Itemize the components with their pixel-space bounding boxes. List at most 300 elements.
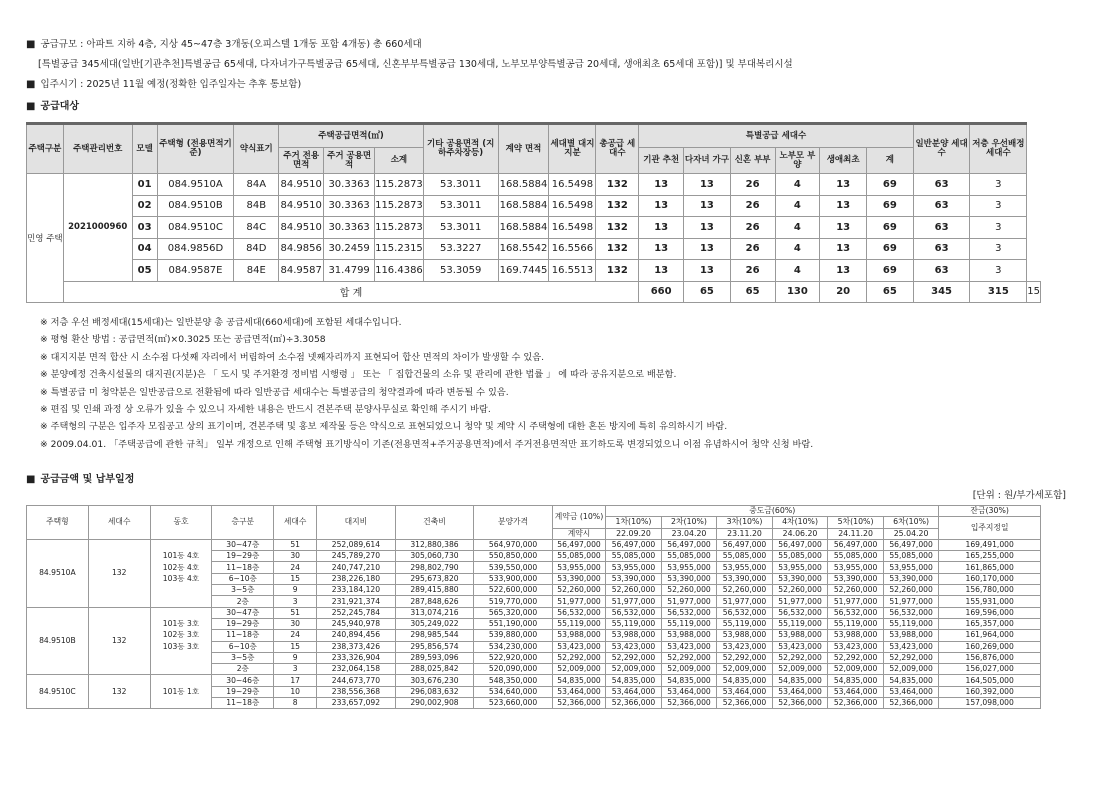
price-cell-m1: 53,988,000 <box>606 630 662 641</box>
price-cell-m1: 52,260,000 <box>606 585 662 596</box>
move-in-line: ■ 입주시기 : 2025년 11월 예정(정확한 입주일자는 추후 통보함) <box>26 76 301 90</box>
price-cell-price: 551,190,000 <box>474 618 553 629</box>
price-cell-deposit: 52,260,000 <box>552 585 605 596</box>
price-cell-land: 232,064,158 <box>317 664 396 675</box>
price-cell-m2: 52,292,000 <box>661 652 717 663</box>
price-cell-m1: 53,390,000 <box>606 573 662 584</box>
price-cell-balance: 160,269,000 <box>939 641 1041 652</box>
supply-cell-eld: 4 <box>775 195 820 217</box>
price-cell-building: 298,985,544 <box>395 630 474 641</box>
supply-cell-type: 084.9510C <box>157 217 234 239</box>
th2-m2: 2차(10%) <box>661 517 717 528</box>
price-cell-m2: 53,955,000 <box>661 562 717 573</box>
price-cell-price: 548,350,000 <box>474 675 553 686</box>
price-cell-m6: 53,988,000 <box>883 630 939 641</box>
supply-cell-oth: 53.3011 <box>423 195 498 217</box>
price-cell-m1: 51,977,000 <box>606 596 662 607</box>
price-cell-price: 539,880,000 <box>474 630 553 641</box>
price-cell-m3: 52,366,000 <box>717 698 773 709</box>
note-item: ※ 2009.04.01. 「주택공급에 관한 규칙」 일부 개정으로 인해 주택형 표기방식이 기존(전용면적+주거공용면적)에서 주거전용면적만 표기하도록 변경되었으니 이점 유념하시어 청약 신청 바람. <box>40 436 813 453</box>
price-cell-m5: 56,497,000 <box>828 539 884 550</box>
price-cell-floor: 3~5층 <box>212 652 274 663</box>
price-cell-floor: 30~47층 <box>212 539 274 550</box>
dong-blank <box>150 607 212 618</box>
supply-cell-con: 168.5542 <box>498 238 549 260</box>
price-cell-m1: 55,119,000 <box>606 618 662 629</box>
price-cell-balance: 160,392,000 <box>939 686 1041 697</box>
th2-type: 주택형 <box>27 506 89 540</box>
supply-cell-shr: 30.2459 <box>324 238 375 260</box>
th2-fcount: 세대수 <box>274 506 317 540</box>
price-cell-m3: 52,292,000 <box>717 652 773 663</box>
price-cell-building: 295,673,820 <box>395 573 474 584</box>
price-cell-m5: 56,532,000 <box>828 607 884 618</box>
price-cell-land: 233,326,904 <box>317 652 396 663</box>
supply-cell-land: 16.5513 <box>549 260 596 282</box>
supply-cell-type: 084.9510B <box>157 195 234 217</box>
price-cell-land: 231,921,374 <box>317 596 396 607</box>
note-item: ※ 평형 환산 방법 : 공급면적(㎡)×0.3025 또는 공급면적(㎡)÷3.3058 <box>40 331 813 348</box>
mgmt-number-cell: 2021000960 <box>63 174 132 282</box>
price-cell-m3: 53,955,000 <box>717 562 773 573</box>
price-cell-m3: 54,835,000 <box>717 675 773 686</box>
total-cell-low: 15 <box>1027 281 1041 303</box>
price-cell-m5: 51,977,000 <box>828 596 884 607</box>
price-cell-floor: 19~29층 <box>212 618 274 629</box>
supply-total-row <box>27 281 1041 303</box>
th-elderly: 노부모 부양 <box>775 148 820 174</box>
th-multi-child: 다자녀 가구 <box>684 148 731 174</box>
supply-cell-con: 168.5884 <box>498 174 549 196</box>
th2-d1: 22.09.20 <box>606 528 662 539</box>
price-cell-m5: 52,292,000 <box>828 652 884 663</box>
price-cell-m6: 51,977,000 <box>883 596 939 607</box>
price-cell-m4: 56,497,000 <box>772 539 828 550</box>
supply-cell-inst: 13 <box>639 238 684 260</box>
price-cell-fcount: 24 <box>274 630 317 641</box>
supply-cell-low: 3 <box>970 238 1027 260</box>
price-cell-floor: 30~47층 <box>212 607 274 618</box>
total-cell-eld: 20 <box>820 281 867 303</box>
price-cell-land: 252,245,784 <box>317 607 396 618</box>
supply-cell-model: 04 <box>132 238 157 260</box>
supply-cell-land: 16.5498 <box>549 195 596 217</box>
supply-cell-multi: 13 <box>684 195 731 217</box>
note-item: ※ 주택형의 구분은 입주자 모집공고 상의 표기이며, 견본주택 및 홍보 제작물 등은 약식으로 표현되었으니 청약 및 계약 시 주택형에 대한 혼돈 방지에 특히 유의하시기 바람. <box>40 418 813 435</box>
supply-cell-inst: 13 <box>639 260 684 282</box>
price-cell-m1: 52,009,000 <box>606 664 662 675</box>
supply-cell-exc: 84.9510 <box>279 195 324 217</box>
price-cell-m5: 52,260,000 <box>828 585 884 596</box>
price-cell-m2: 51,977,000 <box>661 596 717 607</box>
price-cell-m5: 52,009,000 <box>828 664 884 675</box>
price-cell-floor: 2층 <box>212 664 274 675</box>
total-cell-inst: 65 <box>684 281 731 303</box>
price-cell-price: 520,090,000 <box>474 664 553 675</box>
dong-filler <box>150 664 212 675</box>
price-cell-floor: 6~10층 <box>212 641 274 652</box>
supply-cell-model: 05 <box>132 260 157 282</box>
dong-cell: 103동 4호 <box>150 573 212 584</box>
supply-row <box>27 238 1041 260</box>
supply-cell-model: 03 <box>132 217 157 239</box>
price-cell-m1: 53,955,000 <box>606 562 662 573</box>
total-cell-new: 130 <box>775 281 820 303</box>
price-cell-floor: 19~29층 <box>212 686 274 697</box>
supply-cell-sum: 69 <box>867 260 914 282</box>
th2-d4: 24.06.20 <box>772 528 828 539</box>
price-cell-m6: 53,464,000 <box>883 686 939 697</box>
price-cell-m6: 53,390,000 <box>883 573 939 584</box>
price-cell-deposit: 52,009,000 <box>552 664 605 675</box>
th-special-group: 특별공급 세대수 <box>639 124 913 148</box>
supply-row <box>27 217 1041 239</box>
total-cell-total: 660 <box>639 281 684 303</box>
supply-cell-total: 132 <box>596 195 639 217</box>
supply-cell-multi: 13 <box>684 217 731 239</box>
total-cell-multi: 65 <box>730 281 775 303</box>
price-cell-m2: 56,532,000 <box>661 607 717 618</box>
price-cell-balance: 161,964,000 <box>939 630 1041 641</box>
supply-cell-type: 084.9856D <box>157 238 234 260</box>
th2-m5: 5차(10%) <box>828 517 884 528</box>
price-cell-price: 565,320,000 <box>474 607 553 618</box>
total-cell-gen: 315 <box>970 281 1027 303</box>
price-cell-floor: 2층 <box>212 596 274 607</box>
price-cell-m1: 53,423,000 <box>606 641 662 652</box>
supply-cell-shr: 31.4799 <box>324 260 375 282</box>
price-cell-balance: 160,170,000 <box>939 573 1041 584</box>
price-cell-deposit: 52,366,000 <box>552 698 605 709</box>
price-cell-balance: 155,931,000 <box>939 596 1041 607</box>
price-cell-land: 252,089,614 <box>317 539 396 550</box>
price-cell-m6: 55,119,000 <box>883 618 939 629</box>
supply-cell-first: 13 <box>820 217 867 239</box>
price-cell-price: 519,770,000 <box>474 596 553 607</box>
price-cell-floor: 3~5층 <box>212 585 274 596</box>
th-first-time: 생애최초 <box>820 148 867 174</box>
price-cell-m6: 56,497,000 <box>883 539 939 550</box>
supply-cell-inst: 13 <box>639 174 684 196</box>
price-cell-m5: 52,366,000 <box>828 698 884 709</box>
th2-deposit-when: 계약시 <box>552 528 605 539</box>
price-row <box>27 618 1041 629</box>
supply-cell-exc: 84.9510 <box>279 217 324 239</box>
price-table-body <box>27 539 1041 708</box>
price-cell-m5: 53,423,000 <box>828 641 884 652</box>
supply-target-table <box>26 122 1041 303</box>
th2-deposit: 계약금 (10%) <box>552 506 605 529</box>
th2-building: 건축비 <box>395 506 474 540</box>
supply-cell-short: 84C <box>234 217 279 239</box>
price-cell-m2: 53,464,000 <box>661 686 717 697</box>
dong-cell: 101동 1호 <box>150 675 212 709</box>
supply-cell-eld: 4 <box>775 217 820 239</box>
supply-cell-inst: 13 <box>639 217 684 239</box>
price-cell-deposit: 53,955,000 <box>552 562 605 573</box>
price-cell-building: 295,856,574 <box>395 641 474 652</box>
supply-cell-multi: 13 <box>684 174 731 196</box>
supply-cell-new: 26 <box>730 195 775 217</box>
supply-cell-gen: 63 <box>913 174 970 196</box>
supply-cell-oth: 53.3011 <box>423 174 498 196</box>
th2-dong: 동호 <box>150 506 212 540</box>
price-cell-m6: 53,955,000 <box>883 562 939 573</box>
note-item: ※ 편집 및 인쇄 과정 상 오류가 있을 수 있으니 자세한 내용은 반드시 견본주택 분양사무실로 확인해 주시기 바람. <box>40 401 813 418</box>
supply-target-heading: ■ 공급대상 <box>26 97 79 112</box>
price-units-cell: 132 <box>88 539 150 607</box>
price-cell-m4: 54,835,000 <box>772 675 828 686</box>
supply-cell-total: 132 <box>596 260 639 282</box>
supply-cell-gen: 63 <box>913 238 970 260</box>
price-cell-m5: 53,988,000 <box>828 630 884 641</box>
dong-cell: 101동 3호 <box>150 618 212 629</box>
price-cell-m1: 55,085,000 <box>606 551 662 562</box>
dong-cell: 101동 4호 <box>150 551 212 562</box>
price-cell-m5: 53,955,000 <box>828 562 884 573</box>
supply-cell-exc: 84.9856 <box>279 238 324 260</box>
price-cell-deposit: 53,988,000 <box>552 630 605 641</box>
price-cell-balance: 157,098,000 <box>939 698 1041 709</box>
th2-balance-when: 입주지정일 <box>939 517 1041 540</box>
price-cell-deposit: 53,423,000 <box>552 641 605 652</box>
supply-cell-total: 132 <box>596 238 639 260</box>
price-cell-price: 522,920,000 <box>474 652 553 663</box>
price-cell-fcount: 9 <box>274 585 317 596</box>
th-newlywed: 신혼 부부 <box>730 148 775 174</box>
price-row <box>27 551 1041 562</box>
price-cell-building: 289,593,096 <box>395 652 474 663</box>
price-cell-land: 238,556,368 <box>317 686 396 697</box>
supply-cell-sub: 115.2873 <box>375 217 424 239</box>
price-row <box>27 652 1041 663</box>
price-row <box>27 562 1041 573</box>
price-cell-m4: 53,390,000 <box>772 573 828 584</box>
price-cell-m1: 52,292,000 <box>606 652 662 663</box>
th2-d2: 23.04.20 <box>661 528 717 539</box>
price-cell-building: 290,002,908 <box>395 698 474 709</box>
price-cell-m4: 52,366,000 <box>772 698 828 709</box>
th2-m1: 1차(10%) <box>606 517 662 528</box>
price-type-cell: 84.9510C <box>27 675 89 709</box>
th-exclusive: 주거 전용면적 <box>279 148 324 174</box>
price-cell-building: 303,676,230 <box>395 675 474 686</box>
price-cell-m2: 55,085,000 <box>661 551 717 562</box>
supply-cell-shr: 30.3363 <box>324 195 375 217</box>
price-cell-land: 245,940,978 <box>317 618 396 629</box>
note-item: ※ 저층 우선 배정세대(15세대)는 일반분양 총 공급세대(660세대)에 포함된 세대수입니다. <box>40 314 813 331</box>
price-cell-m4: 51,977,000 <box>772 596 828 607</box>
price-cell-land: 238,226,180 <box>317 573 396 584</box>
note-item: ※ 분양예정 건축시설물의 대지권(지분)은 「 도시 및 주거환경 정비법 시행령 」 또는 「 집합건물의 소유 및 관리에 관한 법률 」 에 따라 공유지분으로 배분함. <box>40 366 813 383</box>
supply-row <box>27 174 1041 196</box>
price-cell-deposit: 54,835,000 <box>552 675 605 686</box>
price-cell-price: 523,660,000 <box>474 698 553 709</box>
dong-cell: 102동 4호 <box>150 562 212 573</box>
price-cell-m3: 52,009,000 <box>717 664 773 675</box>
price-type-cell: 84.9510B <box>27 607 89 675</box>
supply-cell-sum: 69 <box>867 217 914 239</box>
price-cell-fcount: 3 <box>274 664 317 675</box>
supply-cell-short: 84A <box>234 174 279 196</box>
th-area-group: 주택공급면적(㎡) <box>279 124 424 148</box>
supply-cell-sub: 115.2873 <box>375 195 424 217</box>
note-item: ※ 대지지분 면적 합산 시 소수점 다섯째 자리에서 버림하여 소수점 넷째자리까지 표현되어 합산 면적의 차이가 발생할 수 있음. <box>40 349 813 366</box>
th2-d3: 23.11.20 <box>717 528 773 539</box>
supply-cell-sub: 115.2315 <box>375 238 424 260</box>
price-type-cell: 84.9510A <box>27 539 89 607</box>
price-heading: ■ 공급금액 및 납부일정 <box>26 470 134 485</box>
price-cell-m3: 55,119,000 <box>717 618 773 629</box>
price-cell-m2: 55,119,000 <box>661 618 717 629</box>
supply-cell-sub: 116.4386 <box>375 260 424 282</box>
th-other-shared: 기타 공용면적 (지하주차장등) <box>423 124 498 174</box>
supply-cell-land: 16.5566 <box>549 238 596 260</box>
note-item: ※ 특별공급 미 청약분은 일반공급으로 전환됨에 따라 일반공급 세대수는 특별공급의 청약결과에 따라 변동될 수 있음. <box>40 384 813 401</box>
price-cell-fcount: 30 <box>274 618 317 629</box>
price-cell-building: 298,802,790 <box>395 562 474 573</box>
price-cell-balance: 156,780,000 <box>939 585 1041 596</box>
price-cell-land: 245,789,270 <box>317 551 396 562</box>
price-cell-fcount: 10 <box>274 686 317 697</box>
price-cell-price: 533,900,000 <box>474 573 553 584</box>
price-cell-balance: 156,027,000 <box>939 664 1041 675</box>
price-cell-price: 534,230,000 <box>474 641 553 652</box>
supply-cell-short: 84E <box>234 260 279 282</box>
price-row <box>27 573 1041 584</box>
price-cell-building: 305,060,730 <box>395 551 474 562</box>
price-row <box>27 607 1041 618</box>
price-row <box>27 675 1041 686</box>
price-row <box>27 664 1041 675</box>
supply-cell-gen: 63 <box>913 217 970 239</box>
price-cell-m4: 52,009,000 <box>772 664 828 675</box>
dong-filler <box>150 652 212 663</box>
price-units-cell: 132 <box>88 675 150 709</box>
price-row <box>27 641 1041 652</box>
th-low-priority: 저층 우선배정 세대수 <box>970 124 1027 174</box>
price-cell-fcount: 15 <box>274 573 317 584</box>
price-cell-m4: 53,988,000 <box>772 630 828 641</box>
price-cell-m2: 52,366,000 <box>661 698 717 709</box>
price-cell-land: 233,184,120 <box>317 585 396 596</box>
price-cell-m6: 52,292,000 <box>883 652 939 663</box>
price-cell-m5: 55,085,000 <box>828 551 884 562</box>
supply-cell-multi: 13 <box>684 260 731 282</box>
price-cell-fcount: 9 <box>274 652 317 663</box>
th-model: 모델 <box>132 124 157 174</box>
price-cell-m6: 52,260,000 <box>883 585 939 596</box>
supply-cell-gen: 63 <box>913 260 970 282</box>
price-cell-land: 240,894,456 <box>317 630 396 641</box>
th-total-units: 총공급 세대수 <box>596 124 639 174</box>
price-cell-m2: 53,988,000 <box>661 630 717 641</box>
price-cell-deposit: 53,464,000 <box>552 686 605 697</box>
supply-cell-new: 26 <box>730 260 775 282</box>
category-cell: 민영 주택 <box>27 174 64 303</box>
th-subtotal: 소계 <box>375 148 424 174</box>
price-cell-price: 539,550,000 <box>474 562 553 573</box>
price-cell-building: 288,025,842 <box>395 664 474 675</box>
supply-cell-exc: 84.9587 <box>279 260 324 282</box>
price-cell-floor: 11~18층 <box>212 562 274 573</box>
supply-cell-total: 132 <box>596 174 639 196</box>
price-cell-m2: 53,390,000 <box>661 573 717 584</box>
price-cell-fcount: 30 <box>274 551 317 562</box>
price-cell-m4: 53,464,000 <box>772 686 828 697</box>
th2-m6: 6차(10%) <box>883 517 939 528</box>
th2-d6: 25.04.20 <box>883 528 939 539</box>
price-cell-fcount: 15 <box>274 641 317 652</box>
supply-cell-shr: 30.3363 <box>324 217 375 239</box>
supply-cell-low: 3 <box>970 217 1027 239</box>
supply-cell-shr: 30.3363 <box>324 174 375 196</box>
th-contract-area: 계약 면적 <box>498 124 549 174</box>
price-cell-deposit: 51,977,000 <box>552 596 605 607</box>
supply-cell-short: 84B <box>234 195 279 217</box>
price-cell-m1: 53,464,000 <box>606 686 662 697</box>
supply-cell-model: 02 <box>132 195 157 217</box>
price-cell-building: 296,083,632 <box>395 686 474 697</box>
price-cell-m6: 54,835,000 <box>883 675 939 686</box>
th2-d5: 24.11.20 <box>828 528 884 539</box>
price-cell-deposit: 56,497,000 <box>552 539 605 550</box>
price-cell-floor: 19~29층 <box>212 551 274 562</box>
price-cell-m2: 52,009,000 <box>661 664 717 675</box>
price-cell-floor: 11~18층 <box>212 698 274 709</box>
th-institution: 기관 추천 <box>639 148 684 174</box>
total-cell-first: 65 <box>867 281 914 303</box>
supply-cell-sub: 115.2873 <box>375 174 424 196</box>
price-cell-deposit: 55,085,000 <box>552 551 605 562</box>
price-cell-m6: 52,009,000 <box>883 664 939 675</box>
supply-cell-sum: 69 <box>867 174 914 196</box>
price-cell-m4: 53,423,000 <box>772 641 828 652</box>
total-cell-sum: 345 <box>913 281 970 303</box>
price-cell-m4: 55,119,000 <box>772 618 828 629</box>
price-units-cell: 132 <box>88 607 150 675</box>
supply-cell-low: 3 <box>970 260 1027 282</box>
price-cell-m3: 56,497,000 <box>717 539 773 550</box>
supply-cell-first: 13 <box>820 195 867 217</box>
supply-cell-inst: 13 <box>639 195 684 217</box>
price-cell-balance: 156,876,000 <box>939 652 1041 663</box>
dong-cell: 103동 3호 <box>150 641 212 652</box>
price-cell-fcount: 3 <box>274 596 317 607</box>
supply-cell-exc: 84.9510 <box>279 174 324 196</box>
price-cell-balance: 165,255,000 <box>939 551 1041 562</box>
price-cell-m2: 56,497,000 <box>661 539 717 550</box>
th-mgmt-no: 주택관리번호 <box>63 124 132 174</box>
supply-cell-type: 084.9587E <box>157 260 234 282</box>
price-cell-m3: 55,085,000 <box>717 551 773 562</box>
price-cell-m3: 53,464,000 <box>717 686 773 697</box>
supply-cell-short: 84D <box>234 238 279 260</box>
th2-m4: 4차(10%) <box>772 517 828 528</box>
price-cell-balance: 164,505,000 <box>939 675 1041 686</box>
price-cell-m5: 53,390,000 <box>828 573 884 584</box>
supply-cell-land: 16.5498 <box>549 174 596 196</box>
supply-cell-model: 01 <box>132 174 157 196</box>
price-cell-m1: 56,497,000 <box>606 539 662 550</box>
dong-cell: 102동 3호 <box>150 630 212 641</box>
price-cell-m4: 52,260,000 <box>772 585 828 596</box>
price-cell-m6: 53,423,000 <box>883 641 939 652</box>
price-cell-fcount: 8 <box>274 698 317 709</box>
th-general: 일반분양 세대수 <box>913 124 970 174</box>
dong-blank <box>150 539 212 550</box>
price-cell-m2: 52,260,000 <box>661 585 717 596</box>
